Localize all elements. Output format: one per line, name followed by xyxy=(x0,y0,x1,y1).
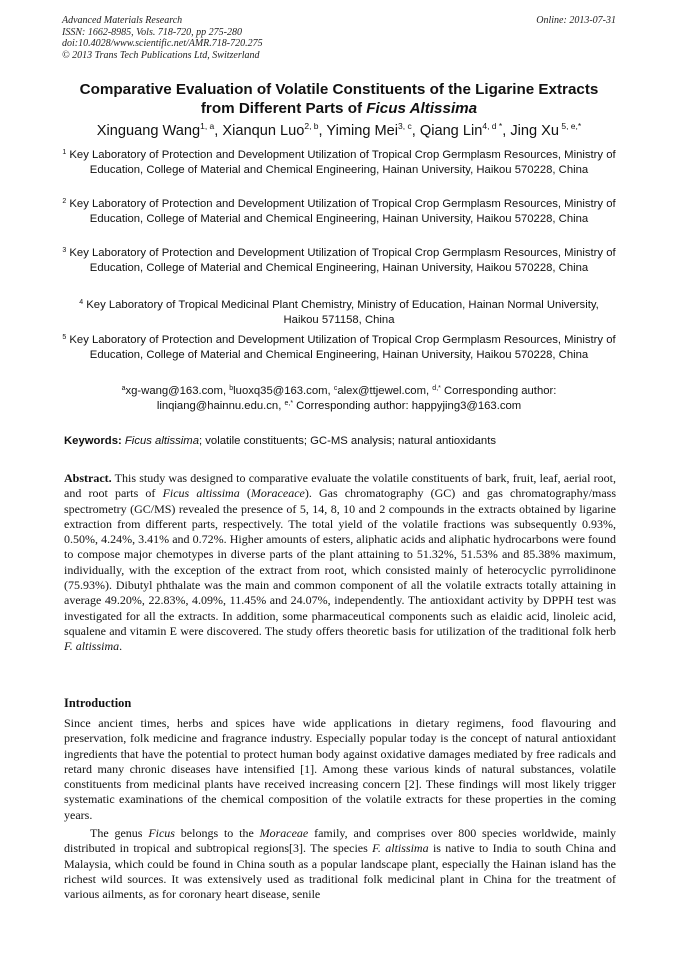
author: Qiang Lin xyxy=(419,123,483,139)
journal-copyright: © 2013 Trans Tech Publications Ltd, Switzerland xyxy=(62,49,260,61)
author-affiliation-mark: 1, a xyxy=(200,121,215,131)
author-emails: $^a$xg-wang@163.com, $^b$luoxq35@163.com, $^c$alex@ttjewel.com, $^{d,*}$ Corresponding author: linqiang@hainnu.edu.cn, $^{e,*}$ Corresponding author: happyjing3@163.com xyxy=(121,385,557,412)
affiliation: $^3$ Key Laboratory of Protection and Development Utilization of Tropical Crop Germplasm Resources, Ministry of Education, College of Material and Chemical Engineering, Hainan University, Haikou 570228, China xyxy=(62,247,616,275)
affiliation: $^2$ Key Laboratory of Protection and Development Utilization of Tropical Crop Germplasm Resources, Ministry of Education, College of Material and Chemical Engineering, Hainan University, Haikou 570228, China xyxy=(62,198,616,226)
keywords-label: Keywords: xyxy=(64,435,122,447)
abstract-label: Abstract. xyxy=(64,471,112,485)
intro-paragraph-2: The genus Ficus belongs to the Moraceae family, and comprises over 800 species worldwide, mainly distributed in tropical and subtropical regions[3]. The species F. altissima is native to India to south China and Malaysia, which could be found in China south as a popular landscape plant, especially the Hainan island has the richest wild sources. It was extensively used as traditional folk medicinal plant in China for the treatment of various ailments, as for coronary heart disease, senile xyxy=(64,826,617,902)
author: Xianqun Luo xyxy=(222,123,305,139)
affiliation: $^1$ Key Laboratory of Protection and Development Utilization of Tropical Crop Germplasm Resources, Ministry of Education, College of Material and Chemical Engineering, Hainan University, Haikou 570228, China xyxy=(62,149,616,177)
author-affiliation-mark: 4, d * xyxy=(482,121,503,131)
author: Jing Xu xyxy=(510,123,559,139)
online-date: Online: 2013-07-31 xyxy=(536,15,616,26)
title-species: Ficus Altissima xyxy=(366,100,478,117)
email-link[interactable]: Corresponding author: linqiang@hainnu.edu.cn, xyxy=(156,385,557,412)
affiliation: $^4$ Key Laboratory of Tropical Medicinal Plant Chemistry, Ministry of Education, Hainan Normal University, Haikou 571158, China xyxy=(79,299,599,327)
author-affiliation-mark: 3, c xyxy=(398,121,412,131)
journal-doi: doi:10.4028/www.scientific.net/AMR.718-720.275 xyxy=(62,38,263,49)
author-affiliation-mark: 2, b xyxy=(304,121,319,131)
section-heading-introduction: Introduction xyxy=(64,696,132,710)
author: Xinguang Wang xyxy=(96,123,201,139)
paper-title xyxy=(58,80,620,118)
author-list: Xinguang Wang$^{1, a}$, Xianqun Luo$^{2, b}$, Yiming Mei$^{3, c}$, Qiang Lin$^{4, d *}$, Jing Xu $^{5, e,*}$ xyxy=(96,121,582,139)
affiliation: $^5$ Key Laboratory of Protection and Development Utilization of Tropical Crop Germplasm Resources, Ministry of Education, College of Material and Chemical Engineering, Hainan University, Haikou 570228, China xyxy=(62,334,616,362)
keywords: Keywords: Ficus altissima; volatile constituents; GC-MS analysis; natural antioxidants xyxy=(64,435,496,447)
journal-name: Advanced Materials Research xyxy=(62,15,183,26)
author-affiliation-mark: 5, e,* xyxy=(559,121,582,131)
intro-paragraph-1: Since ancient times, herbs and spices have wide applications in dietary regimens, food flavouring and preservation, folk medicine and fragrance industry. Especially popular today is the concept of natural antioxidant ingredients that have the potential to protect human body against oxidative damages mediated by free radicals and retard many chronic diseases have intensified [1]. Among these various kinds of natural substances, volatile constituents from medicinal plants have received increasing concern [2]. These findings will most likely trigger systematic examinations of the chemical composition of the volatile extracts for these properties in the coming years. xyxy=(64,716,616,822)
abstract: Abstract. This study was designed to comparative evaluate the volatile constituents of bark, fruit, leaf, aerial root, and root parts of Ficus altissima (Moraceace). Gas chromatography (GC) and gas chromatography/mass spectrometry (GC/MS) revealed the presence of 5, 14, 8, 10 and 2 compounds in the extracts obtained by ligarine extraction from different parts, respectively. The total yield of the volatile fractions was subsequently 0.93%, 0.50%, 4.24%, 3.41% and 0.72%. Higher amounts of esters, aliphatic acids and aliphatic hydrocarbons were found to compose major chemotypes in diverse parts of the plant attaining to 51.32%, 51.53% and 85.38% maximum, individually, with the exception of the extract from root, which consisted mainly of heterocyclic pyrrolidinone (75.93%). Dibutyl phthalate was the main and common component of all the volatile extracts totally attaining in average 49.20%, 22.83%, 4.09%, 11.45% and 24.07%, independently. The antioxidant activity by DPPH test was investigated for all the extracts. In addition, some pharmaceutical components such as elaidic acid, linoleic acid, squalene and vitamin E were discovered. The study offers theoretic basis for utilization of the traditional folk herb F. altissima. xyxy=(64,471,616,654)
email-link[interactable]: alex@ttjewel.com, xyxy=(337,385,433,397)
title-line-2: from Different Parts of Ficus Altissima xyxy=(200,100,478,117)
journal-header xyxy=(62,15,616,61)
journal-issn: ISSN: 1662-8985, Vols. 718-720, pp 275-280 xyxy=(62,26,242,38)
email-link[interactable]: luoxq35@163.com, xyxy=(233,385,334,397)
author: Yiming Mei xyxy=(326,123,399,139)
email-link[interactable]: Corresponding author: happyjing3@163.com xyxy=(293,400,522,412)
title-line-1: Comparative Evaluation of Volatile Constituents of the Ligarine Extracts xyxy=(79,81,599,98)
email-link[interactable]: xg-wang@163.com, xyxy=(125,385,230,397)
